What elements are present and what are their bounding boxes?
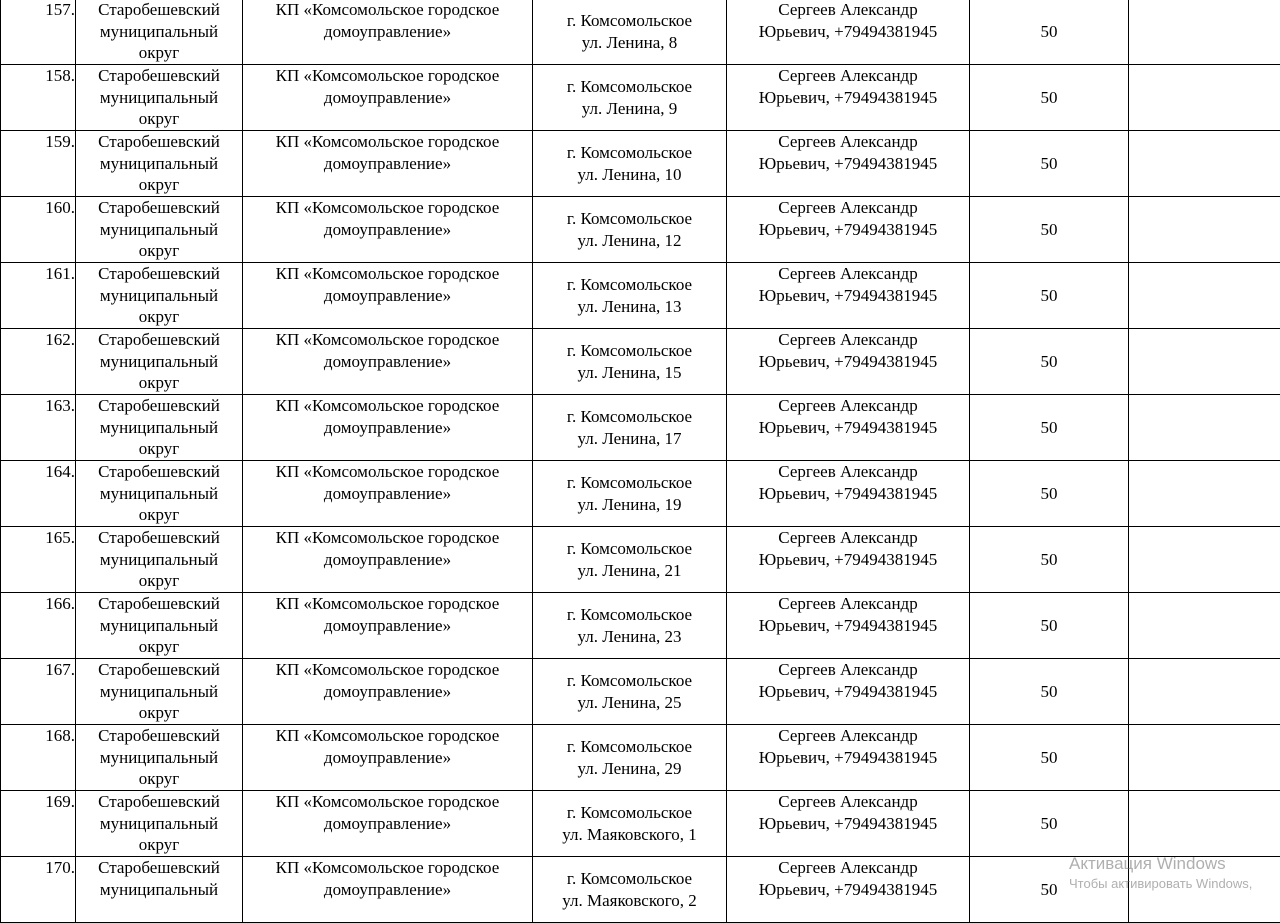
district-cell [76,395,243,461]
district-line: Старобешевский [76,659,242,681]
address-cell [533,593,727,659]
quantity-value: 50 [1041,88,1058,107]
district-cell [76,791,243,857]
contact-line: Юрьевич, +79494381945 [727,219,969,241]
quantity-cell [970,263,1129,329]
organization-line: КП «Комсомольское городское [243,461,532,483]
organization-cell [243,461,533,527]
district-line: округ [76,636,242,658]
organization-cell [243,395,533,461]
row-number: 157. [45,0,75,19]
district-line: округ [76,108,242,130]
organization-line: домоуправление» [243,615,532,637]
contact-cell [727,395,970,461]
organization-line: КП «Комсомольское городское [243,197,532,219]
address-line: ул. Ленина, 25 [533,692,726,714]
quantity-cell [970,725,1129,791]
district-cell [76,131,243,197]
address-line: г. Комсомольское [533,604,726,626]
table-body [1,0,1280,923]
address-line: г. Комсомольское [533,670,726,692]
organization-line: КП «Комсомольское городское [243,263,532,285]
row-number-cell [1,593,76,659]
address-cell [533,791,727,857]
contact-line: Юрьевич, +79494381945 [727,87,969,109]
organization-line: домоуправление» [243,681,532,703]
organization-line: домоуправление» [243,351,532,373]
address-line: ул. Ленина, 15 [533,362,726,384]
district-line: Старобешевский [76,593,242,615]
row-number-cell [1,263,76,329]
organization-line: домоуправление» [243,549,532,571]
district-line: Старобешевский [76,0,242,21]
address-line: г. Комсомольское [533,142,726,164]
row-number: 158. [45,66,75,85]
contact-line: Сергеев Александр [727,395,969,417]
district-line: муниципальный [76,285,242,307]
quantity-value: 50 [1041,418,1058,437]
row-number-cell [1,725,76,791]
organization-cell [243,659,533,725]
contact-line: Юрьевич, +79494381945 [727,549,969,571]
table-row [1,857,1280,923]
extra-cell [1129,65,1280,131]
row-number-cell [1,197,76,263]
address-line: ул. Ленина, 29 [533,758,726,780]
address-line: г. Комсомольское [533,538,726,560]
quantity-cell [970,395,1129,461]
district-line: муниципальный [76,21,242,43]
row-number-cell [1,395,76,461]
extra-cell [1129,461,1280,527]
quantity-value: 50 [1041,616,1058,635]
extra-cell [1129,659,1280,725]
address-cell [533,65,727,131]
quantity-cell [970,593,1129,659]
contact-cell [727,329,970,395]
row-number-cell [1,659,76,725]
district-line: округ [76,768,242,790]
row-number-cell [1,0,76,65]
extra-cell [1129,791,1280,857]
contact-line: Сергеев Александр [727,197,969,219]
row-number: 164. [45,462,75,481]
row-number: 162. [45,330,75,349]
district-cell [76,263,243,329]
address-line: г. Комсомольское [533,10,726,32]
district-line: муниципальный [76,747,242,769]
address-line: ул. Ленина, 19 [533,494,726,516]
address-line: ул. Маяковского, 2 [533,890,726,912]
table-row [1,65,1280,131]
organization-line: домоуправление» [243,417,532,439]
contact-line: Юрьевич, +79494381945 [727,285,969,307]
district-line: Старобешевский [76,329,242,351]
district-line: округ [76,174,242,196]
district-cell [76,461,243,527]
district-line: Старобешевский [76,791,242,813]
quantity-value: 50 [1041,352,1058,371]
contact-line: Юрьевич, +79494381945 [727,21,969,43]
organization-line: КП «Комсомольское городское [243,593,532,615]
contact-line: Юрьевич, +79494381945 [727,813,969,835]
table-row [1,0,1280,65]
contact-line: Сергеев Александр [727,329,969,351]
address-line: ул. Маяковского, 1 [533,824,726,846]
extra-cell [1129,131,1280,197]
district-line: округ [76,372,242,394]
address-line: ул. Ленина, 13 [533,296,726,318]
quantity-value: 50 [1041,484,1058,503]
district-cell [76,329,243,395]
organization-cell [243,65,533,131]
quantity-cell [970,65,1129,131]
address-line: г. Комсомольское [533,472,726,494]
quantity-value: 50 [1041,682,1058,701]
address-cell [533,131,727,197]
row-number-cell [1,461,76,527]
address-cell [533,329,727,395]
district-line: Старобешевский [76,65,242,87]
table-row [1,593,1280,659]
district-line: Старобешевский [76,857,242,879]
address-line: г. Комсомольское [533,76,726,98]
quantity-cell [970,329,1129,395]
district-cell [76,659,243,725]
organization-line: КП «Комсомольское городское [243,725,532,747]
extra-cell [1129,395,1280,461]
row-number: 166. [45,594,75,613]
row-number: 159. [45,132,75,151]
quantity-value: 50 [1041,286,1058,305]
district-line: муниципальный [76,153,242,175]
contact-cell [727,593,970,659]
contact-line: Юрьевич, +79494381945 [727,615,969,637]
quantity-cell [970,527,1129,593]
address-line: г. Комсомольское [533,208,726,230]
table-row [1,725,1280,791]
table-row [1,461,1280,527]
district-line: муниципальный [76,87,242,109]
row-number-cell [1,857,76,923]
contact-line: Сергеев Александр [727,791,969,813]
organization-line: КП «Комсомольское городское [243,659,532,681]
district-line: муниципальный [76,813,242,835]
contact-cell [727,263,970,329]
address-cell [533,461,727,527]
contact-cell [727,857,970,923]
district-line: Старобешевский [76,527,242,549]
organization-line: домоуправление» [243,285,532,307]
extra-cell [1129,329,1280,395]
district-line: округ [76,570,242,592]
row-number-cell [1,329,76,395]
district-line: округ [76,702,242,724]
contact-cell [727,461,970,527]
address-line: ул. Ленина, 12 [533,230,726,252]
district-line: Старобешевский [76,197,242,219]
organization-line: домоуправление» [243,219,532,241]
organization-line: КП «Комсомольское городское [243,791,532,813]
row-number-cell [1,65,76,131]
district-line: муниципальный [76,351,242,373]
district-line: муниципальный [76,615,242,637]
row-number: 160. [45,198,75,217]
district-cell [76,857,243,923]
contact-line: Сергеев Александр [727,263,969,285]
contact-cell [727,659,970,725]
quantity-cell [970,197,1129,263]
address-cell [533,857,727,923]
organization-line: КП «Комсомольское городское [243,527,532,549]
district-line: Старобешевский [76,725,242,747]
district-line: Старобешевский [76,395,242,417]
table-row [1,329,1280,395]
organization-line: домоуправление» [243,879,532,901]
organization-line: КП «Комсомольское городское [243,131,532,153]
extra-cell [1129,0,1280,65]
contact-line: Юрьевич, +79494381945 [727,417,969,439]
organization-cell [243,725,533,791]
district-line: муниципальный [76,879,242,901]
district-line: муниципальный [76,219,242,241]
organization-line: КП «Комсомольское городское [243,329,532,351]
address-cell [533,659,727,725]
contact-line: Юрьевич, +79494381945 [727,153,969,175]
table-row [1,659,1280,725]
district-line: муниципальный [76,681,242,703]
quantity-cell [970,791,1129,857]
table-row [1,263,1280,329]
district-line: Старобешевский [76,131,242,153]
district-line: муниципальный [76,417,242,439]
address-line: г. Комсомольское [533,406,726,428]
contact-line: Сергеев Александр [727,593,969,615]
quantity-value: 50 [1041,22,1058,41]
contact-cell [727,791,970,857]
district-line: муниципальный [76,483,242,505]
organization-cell [243,0,533,65]
watermark-title: Активация Windows [1069,853,1252,875]
table-row [1,131,1280,197]
contact-cell [727,197,970,263]
table-row [1,527,1280,593]
quantity-value: 50 [1041,880,1058,899]
organization-line: КП «Комсомольское городское [243,857,532,879]
contact-cell [727,65,970,131]
district-line: округ [76,438,242,460]
extra-cell [1129,527,1280,593]
address-line: ул. Ленина, 23 [533,626,726,648]
district-line: Старобешевский [76,461,242,483]
extra-cell [1129,197,1280,263]
organization-cell [243,131,533,197]
row-number-cell [1,791,76,857]
district-line: муниципальный [76,549,242,571]
contact-line: Сергеев Александр [727,65,969,87]
organization-cell [243,857,533,923]
address-cell [533,725,727,791]
contact-cell [727,131,970,197]
address-cell [533,395,727,461]
address-cell [533,0,727,65]
extra-cell [1129,725,1280,791]
address-line: г. Комсомольское [533,736,726,758]
contact-line: Юрьевич, +79494381945 [727,483,969,505]
district-cell [76,725,243,791]
organization-cell [243,329,533,395]
quantity-cell [970,461,1129,527]
table-row [1,395,1280,461]
district-cell [76,65,243,131]
organization-line: домоуправление» [243,21,532,43]
extra-cell [1129,593,1280,659]
organization-line: домоуправление» [243,153,532,175]
contact-cell [727,527,970,593]
contact-line: Сергеев Александр [727,461,969,483]
organization-cell [243,527,533,593]
row-number-cell [1,527,76,593]
contact-line: Юрьевич, +79494381945 [727,879,969,901]
address-line: г. Комсомольское [533,340,726,362]
organization-line: домоуправление» [243,747,532,769]
contact-line: Сергеев Александр [727,659,969,681]
contact-line: Юрьевич, +79494381945 [727,681,969,703]
quantity-value: 50 [1041,154,1058,173]
contact-line: Сергеев Александр [727,131,969,153]
district-line: округ [76,504,242,526]
quantity-value: 50 [1041,220,1058,239]
contact-cell [727,725,970,791]
row-number: 170. [45,858,75,877]
district-line: округ [76,240,242,262]
organization-cell [243,263,533,329]
extra-cell [1129,857,1280,923]
organization-cell [243,197,533,263]
row-number: 167. [45,660,75,679]
address-line: г. Комсомольское [533,802,726,824]
contact-line: Юрьевич, +79494381945 [727,351,969,373]
table-row [1,791,1280,857]
address-line: ул. Ленина, 17 [533,428,726,450]
row-number: 169. [45,792,75,811]
contact-cell [727,0,970,65]
organization-cell [243,593,533,659]
row-number: 161. [45,264,75,283]
contact-line: Сергеев Александр [727,725,969,747]
quantity-cell [970,0,1129,65]
district-line: округ [76,306,242,328]
district-cell [76,0,243,65]
organization-line: КП «Комсомольское городское [243,0,532,21]
row-number: 163. [45,396,75,415]
quantity-value: 50 [1041,814,1058,833]
row-number: 165. [45,528,75,547]
address-line: г. Комсомольское [533,868,726,890]
contact-line: Юрьевич, +79494381945 [727,747,969,769]
organization-line: КП «Комсомольское городское [243,395,532,417]
district-line: округ [76,42,242,64]
table-row [1,197,1280,263]
district-line: округ [76,834,242,856]
row-number-cell [1,131,76,197]
district-cell [76,197,243,263]
address-line: ул. Ленина, 8 [533,32,726,54]
quantity-cell [970,857,1129,923]
address-cell [533,197,727,263]
district-line: Старобешевский [76,263,242,285]
contact-line: Сергеев Александр [727,527,969,549]
extra-cell [1129,263,1280,329]
quantity-cell [970,659,1129,725]
organization-cell [243,791,533,857]
address-cell [533,263,727,329]
organization-line: домоуправление» [243,813,532,835]
district-cell [76,527,243,593]
address-line: ул. Ленина, 9 [533,98,726,120]
contact-line: Сергеев Александр [727,0,969,21]
address-line: г. Комсомольское [533,274,726,296]
address-line: ул. Ленина, 21 [533,560,726,582]
watermark-subtitle: Чтобы активировать Windows, [1069,875,1252,892]
organization-line: домоуправление» [243,87,532,109]
organization-line: КП «Комсомольское городское [243,65,532,87]
district-cell [76,593,243,659]
organization-line: домоуправление» [243,483,532,505]
quantity-value: 50 [1041,550,1058,569]
address-cell [533,527,727,593]
quantity-cell [970,131,1129,197]
row-number: 168. [45,726,75,745]
contact-line: Сергеев Александр [727,857,969,879]
address-line: ул. Ленина, 10 [533,164,726,186]
quantity-value: 50 [1041,748,1058,767]
